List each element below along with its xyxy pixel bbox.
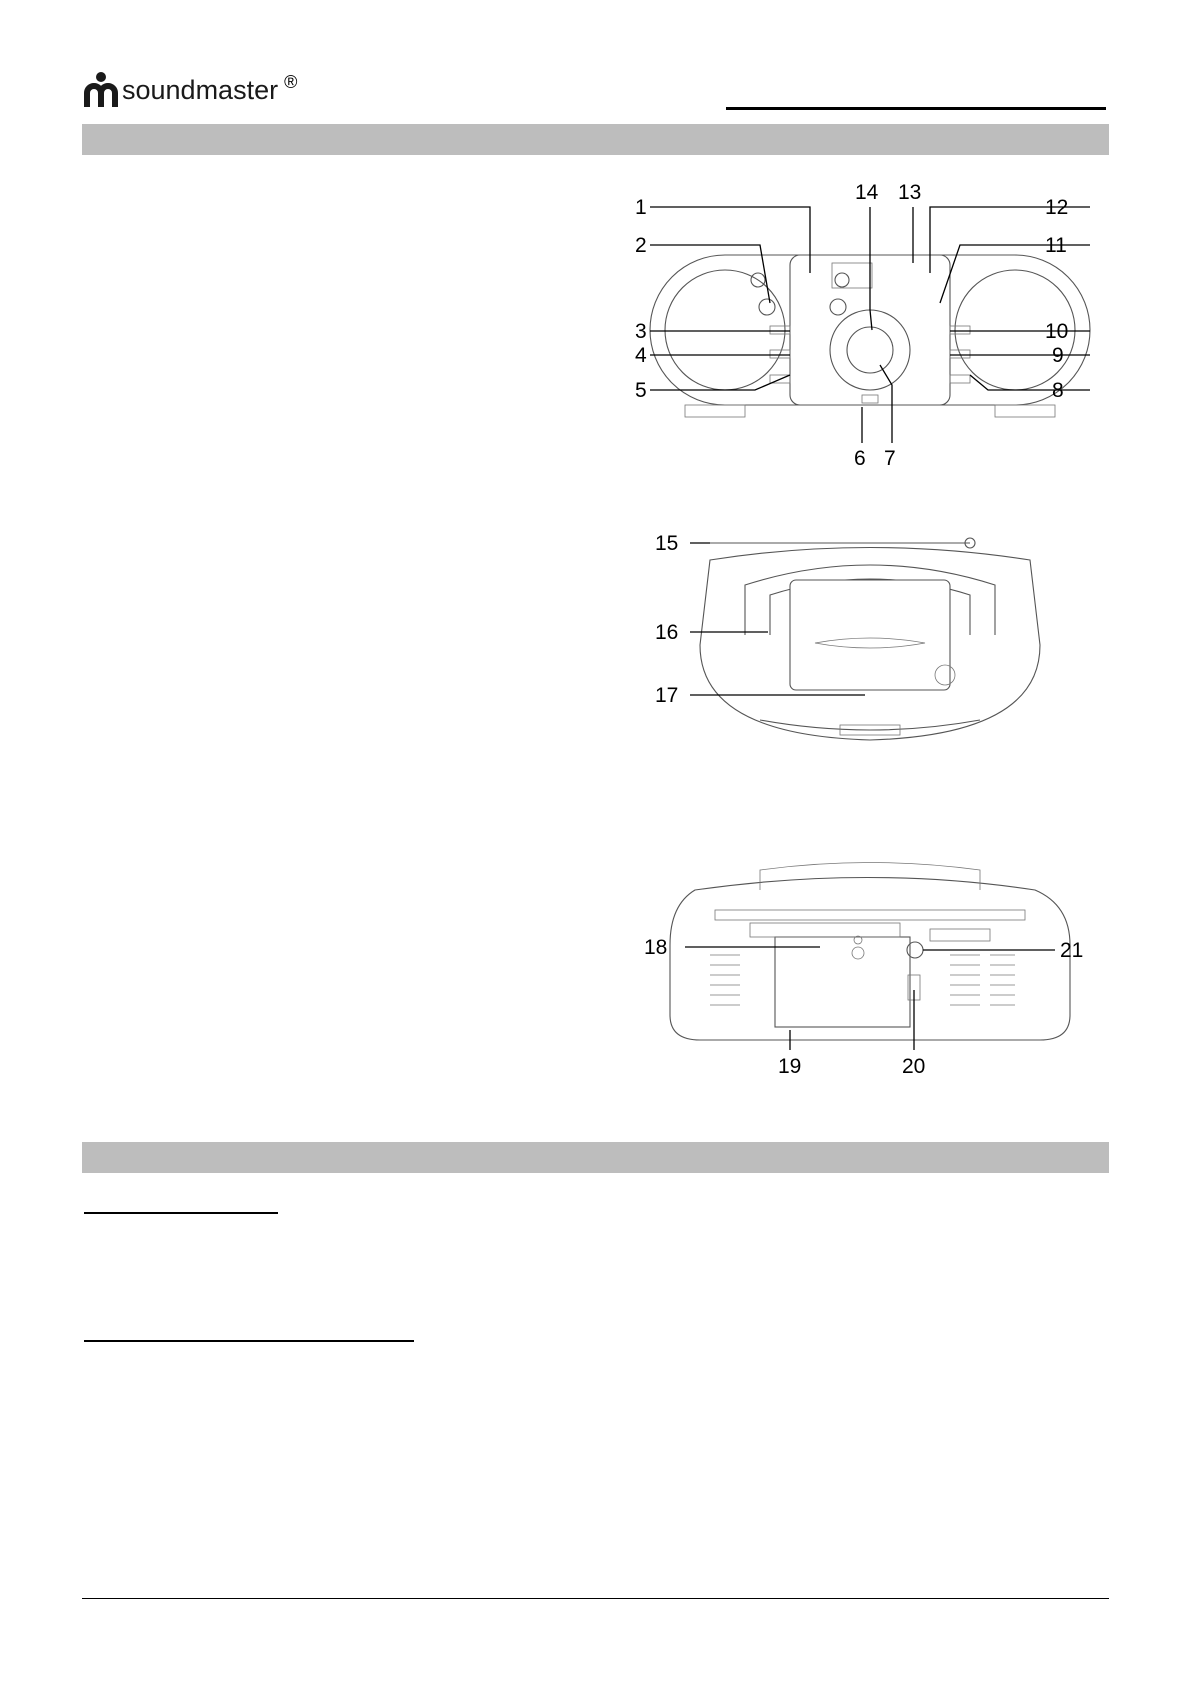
registered-mark: ® [284, 71, 298, 92]
callout-17: 17 [655, 684, 679, 707]
front-leader-lines [650, 207, 1090, 443]
callout-14: 14 [855, 181, 879, 204]
callout-12: 12 [1045, 196, 1069, 219]
front-view-diagram [635, 181, 1100, 475]
callout-15: 15 [655, 532, 679, 555]
rear-view-diagram [640, 845, 1100, 1085]
callout-13: 13 [898, 181, 922, 204]
top-view-diagram [640, 525, 1100, 770]
callout-19: 19 [778, 1055, 802, 1078]
callout-9: 9 [1052, 344, 1064, 367]
callout-20: 20 [902, 1055, 926, 1078]
subheading-underline-2 [84, 1340, 414, 1342]
callout-3: 3 [635, 320, 647, 343]
callout-10: 10 [1045, 320, 1069, 343]
callout-21: 21 [1060, 939, 1084, 962]
section-band-getting-started [82, 1142, 1109, 1173]
soundmaster-logo-icon [84, 71, 118, 109]
callout-8: 8 [1052, 379, 1064, 402]
callout-1: 1 [635, 196, 647, 219]
section-band-controls [82, 124, 1109, 155]
device-top-body [700, 538, 1040, 740]
callout-5: 5 [635, 379, 647, 402]
callout-7: 7 [884, 447, 896, 470]
callout-4: 4 [635, 344, 647, 367]
subheading-underline-1 [84, 1212, 278, 1214]
header-rule [726, 107, 1106, 110]
footer-rule [82, 1598, 1109, 1599]
callout-11: 11 [1045, 234, 1067, 257]
callout-18: 18 [644, 936, 668, 959]
callout-16: 16 [655, 621, 679, 644]
callout-2: 2 [635, 234, 647, 257]
brand-name: soundmaster [122, 74, 279, 105]
callout-6: 6 [854, 447, 866, 470]
brand-logo [84, 70, 297, 110]
device-rear-body [670, 863, 1070, 1041]
